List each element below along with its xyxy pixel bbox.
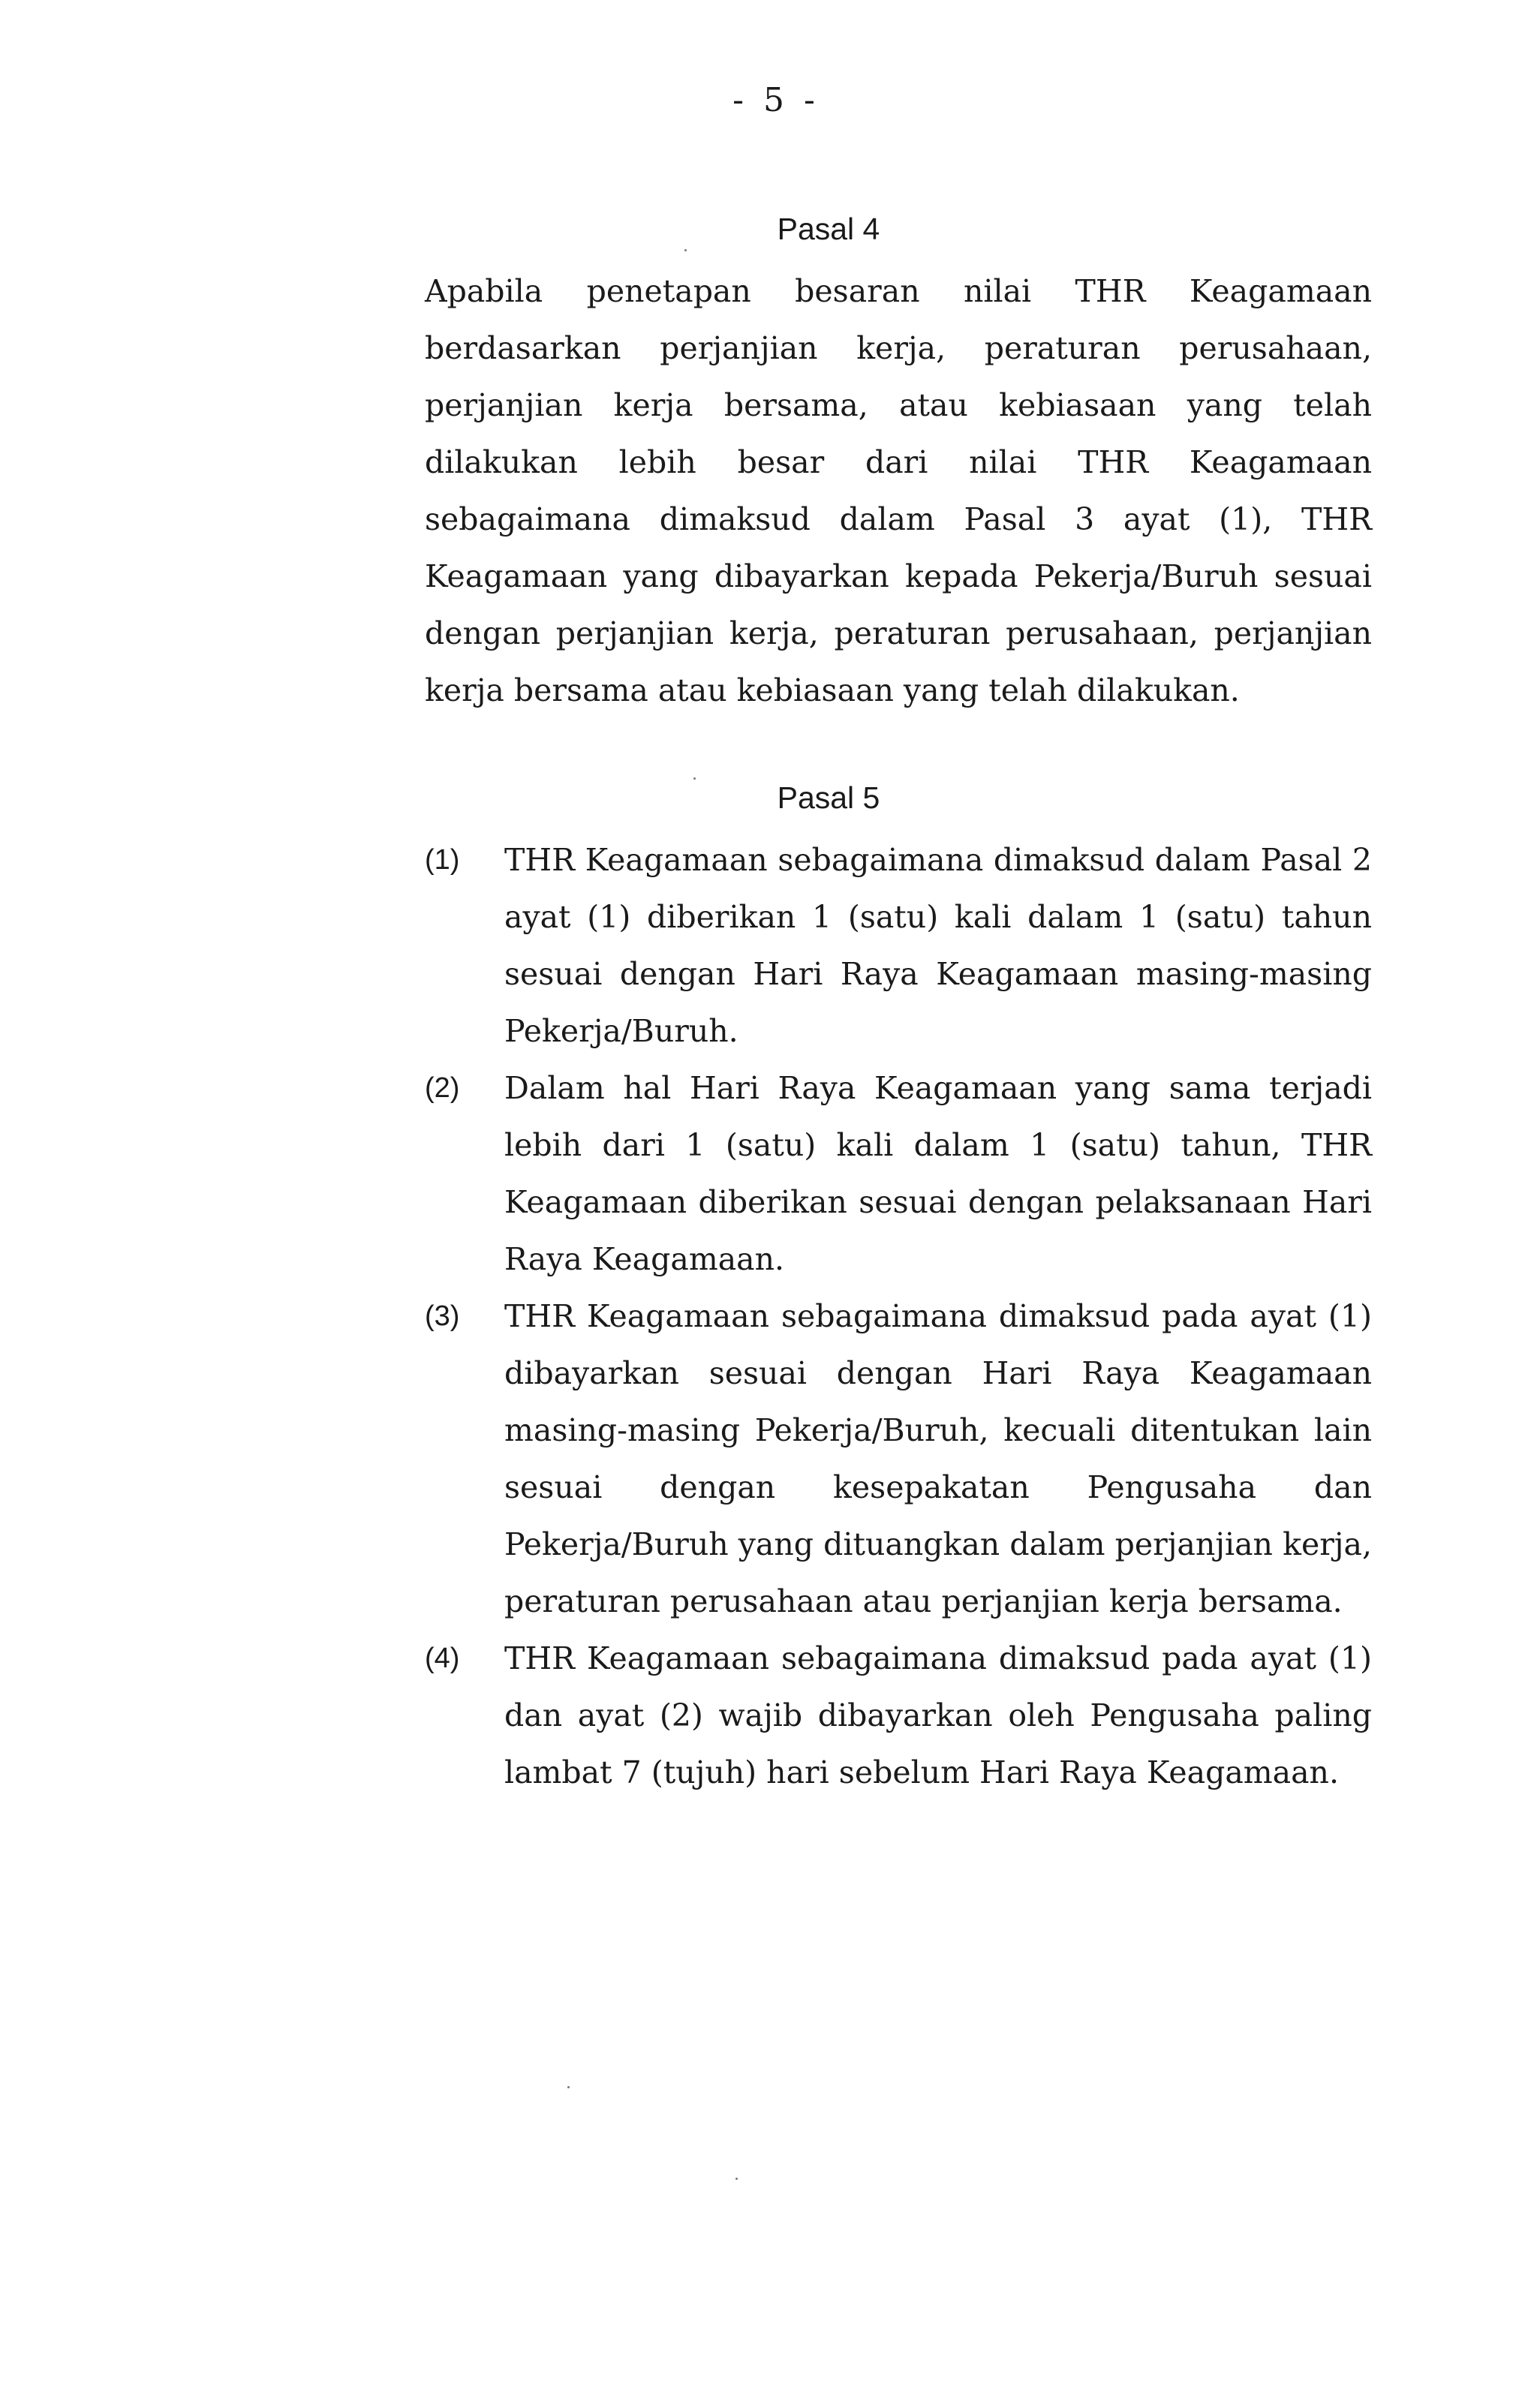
scan-speck (567, 2086, 570, 2088)
scan-speck (735, 2178, 738, 2180)
ayat-number: (4) (425, 1643, 460, 1674)
scan-speck (684, 249, 687, 251)
ayat-item-2 (425, 1060, 1372, 1288)
ayat-text: THR Keagamaan sebagaimana dimaksud pada ayat (1) dibayarkan sesuai dengan Hari Raya Keagamaan masing-masing Pekerja/Buruh, kecuali ditentukan lain sesuai dengan kesepakatan Pengusaha dan Pekerja/Buruh yang dituangkan dalam perjanjian kerja, peraturan perusahaan atau perjanjian kerja bersama. (504, 1298, 1372, 1619)
ayat-item-4 (425, 1630, 1372, 1801)
page-number: - 5 - (732, 81, 820, 119)
ayat-number: (1) (425, 844, 460, 876)
ayat-text: Dalam hal Hari Raya Keagamaan yang sama terjadi lebih dari 1 (satu) kali dalam 1 (satu) tahun, THR Keagamaan diberikan sesuai dengan pelaksanaan Hari Raya Keagamaan. (504, 1070, 1372, 1277)
pasal-4-text: Apabila penetapan besaran nilai THR Keagamaan berdasarkan perjanjian kerja, peraturan perusahaan, perjanjian kerja bersama, atau kebiasaan yang telah dilakukan lebih besar dari nilai THR Keagamaan sebagaimana dimaksud dalam Pasal 3 ayat (1), THR Keagamaan yang dibayarkan kepada Pekerja/Buruh sesuai dengan perjanjian kerja, peraturan perusahaan, perjanjian kerja bersama atau kebiasaan yang telah dilakukan. (425, 273, 1372, 708)
pasal-5-heading: Pasal 5 (777, 780, 880, 815)
ayat-number: (3) (425, 1300, 460, 1332)
ayat-number: (2) (425, 1072, 460, 1104)
scan-speck (693, 777, 696, 780)
ayat-item-1 (425, 831, 1372, 1060)
ayat-item-3 (425, 1288, 1372, 1630)
ayat-text: THR Keagamaan sebagaimana dimaksud dalam Pasal 2 ayat (1) diberikan 1 (satu) kali dalam 1 (satu) tahun sesuai dengan Hari Raya Keagamaan masing-masing Pekerja/Buruh. (504, 842, 1372, 1049)
ayat-text: THR Keagamaan sebagaimana dimaksud pada ayat (1) dan ayat (2) wajib dibayarkan oleh Pengusaha paling lambat 7 (tujuh) hari sebelum Hari Raya Keagamaan. (504, 1640, 1372, 1790)
pasal-5-ayat-list (425, 831, 1372, 1801)
pasal-4-heading: Pasal 4 (777, 212, 880, 246)
